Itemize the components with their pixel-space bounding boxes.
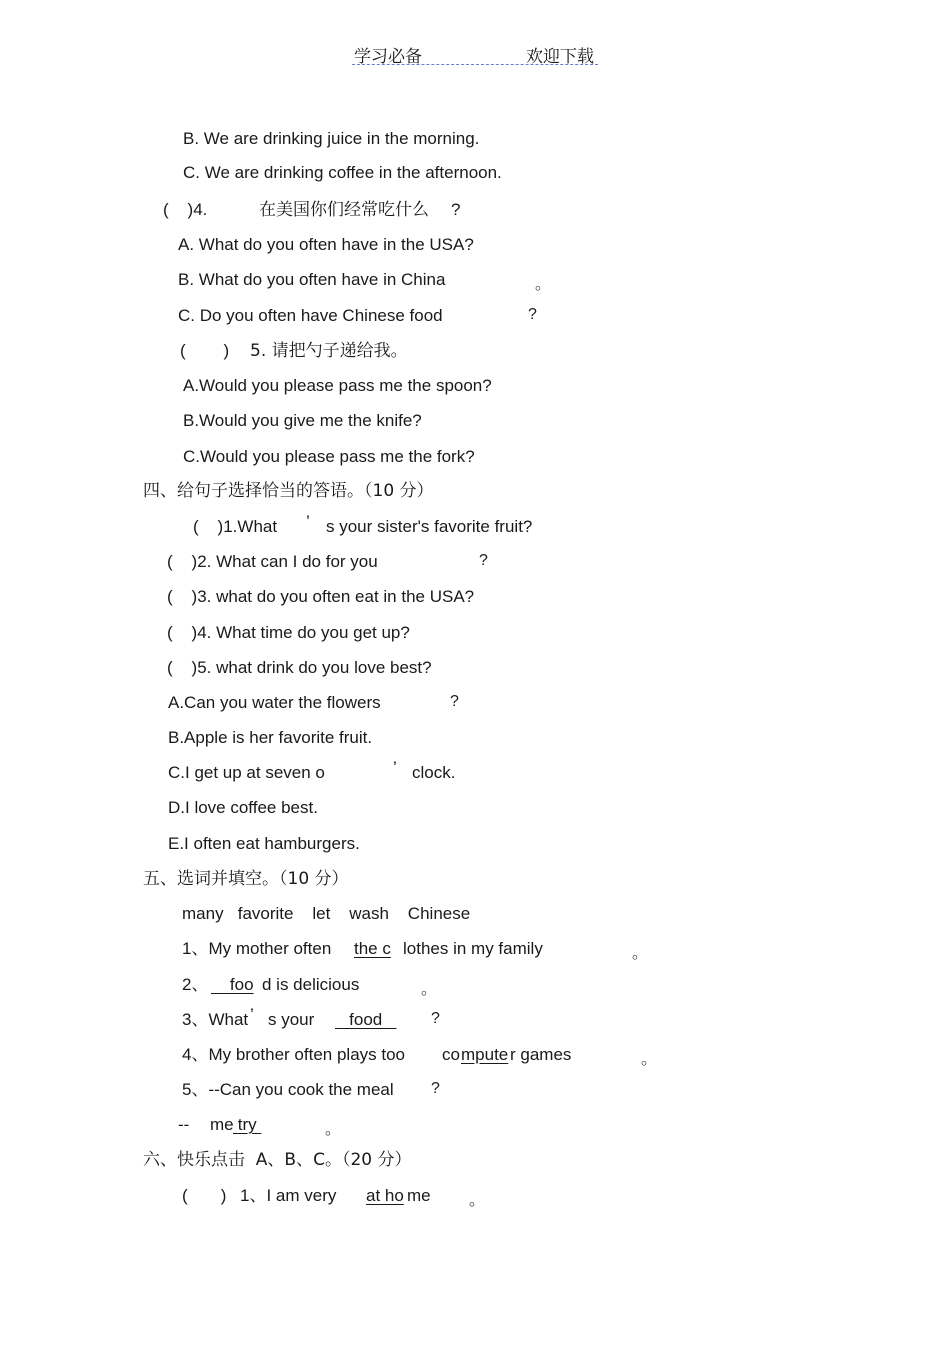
q5-option-c: C.Would you please pass me the fork?	[183, 447, 475, 466]
s4-option-e: E.I often eat hamburgers.	[168, 834, 360, 853]
q4-qmark: ?	[451, 200, 461, 219]
s6-q1-pre: 1、I am very	[240, 1186, 337, 1205]
s4-option-a-end: ?	[450, 693, 459, 710]
s5-q1-pre: 1、My mother often	[182, 939, 332, 958]
q4-option-c-end: ?	[528, 306, 537, 323]
s5-q3-blank: food	[335, 1010, 397, 1029]
s4-q5: ( )5. what drink do you love best?	[167, 658, 432, 677]
s4-q4: ( )4. What time do you get up?	[167, 623, 410, 642]
section4-title: 四、给句子选择恰当的答语。（10 分）	[143, 481, 434, 501]
s5-q5-end: ?	[431, 1080, 440, 1097]
s5-q4-word-3: r games	[510, 1045, 572, 1064]
s4-option-b: B.Apple is her favorite fruit.	[168, 728, 373, 747]
s5-q4-end: 。	[641, 1049, 658, 1068]
q3-option-b: B. We are drinking juice in the morning.	[183, 129, 480, 148]
s4-q3: ( )3. what do you often eat in the USA?	[167, 587, 475, 606]
s5-q1-blank: the c	[354, 939, 391, 958]
s4-option-d: D.I love coffee best.	[168, 798, 318, 817]
page-header	[352, 42, 598, 65]
s6-q1-end: 。	[469, 1190, 486, 1209]
header-left: 学习必备	[354, 47, 422, 67]
q4-option-b-end: 。	[535, 274, 552, 293]
q4-option-c: C. Do you often have Chinese food	[178, 306, 443, 325]
q4-prompt: 在美国你们经常吃什么	[259, 200, 429, 220]
section6-title: 六、快乐点击 A、B、C。（20 分）	[143, 1150, 412, 1170]
s5-q5: 5、--Can you cook the meal	[182, 1080, 394, 1099]
s4-q1-apos: ’	[306, 512, 310, 531]
q5-option-a: A.Would you please pass me the spoon?	[183, 376, 492, 395]
s5-q2-blank: foo	[211, 975, 254, 994]
s5-q1-end: 。	[632, 943, 649, 962]
s5-q4-pre: 4、My brother often plays too	[182, 1045, 406, 1064]
q5-paren: ( )	[180, 341, 230, 360]
s4-option-a: A.Can you water the flowers	[168, 693, 381, 712]
s5-q2-pre: 2、	[182, 975, 209, 994]
s6-q1-blank: at ho	[366, 1186, 404, 1205]
s5-q4-word-1: co	[442, 1045, 460, 1064]
s5-ans-end: 。	[325, 1119, 342, 1138]
q5-prompt: 5. 请把勺子递给我。	[250, 341, 408, 361]
q4-option-b: B. What do you often have in China	[178, 270, 446, 289]
s5-q4-word-2: mpute	[461, 1045, 509, 1064]
s5-word-bank: many favorite let wash Chinese	[182, 904, 471, 923]
q4-paren: ( )4.	[163, 200, 208, 219]
s4-q1-rest: s your sister's favorite fruit?	[326, 517, 533, 536]
section5-title: 五、选词并填空。（10 分）	[143, 869, 349, 889]
s4-q2-end: ?	[479, 552, 488, 569]
header-right: 欢迎下载	[526, 47, 594, 67]
s4-option-c-pre: C.I get up at seven o	[168, 763, 325, 782]
q5-option-b: B.Would you give me the knife?	[183, 411, 422, 430]
s4-option-c-apos: ’	[393, 758, 397, 777]
q3-option-c: C. We are drinking coffee in the afternoon.	[183, 163, 502, 182]
s4-option-c-post: clock.	[412, 763, 456, 782]
s5-q3-end: ?	[431, 1010, 440, 1027]
s4-q2: ( )2. What can I do for you	[167, 552, 378, 571]
s6-q1-post: me	[407, 1186, 431, 1205]
s5-ans-blank: try	[233, 1115, 262, 1134]
s5-ans-dash: --	[178, 1115, 190, 1134]
q4-option-a: A. What do you often have in the USA?	[178, 235, 474, 254]
s5-q2-end: 。	[421, 979, 438, 998]
s5-q3-mid: s your	[268, 1010, 315, 1029]
s5-q1-post: lothes in my family	[403, 939, 543, 958]
s5-q3-apos: ’	[250, 1005, 254, 1024]
s5-q2-post: d is delicious	[262, 975, 360, 994]
s5-ans-pre: me	[210, 1115, 234, 1134]
s6-q1-paren: ( )	[182, 1186, 227, 1205]
s4-q1: ( )1.What	[193, 517, 278, 536]
s5-q3-pre: 3、What	[182, 1010, 249, 1029]
